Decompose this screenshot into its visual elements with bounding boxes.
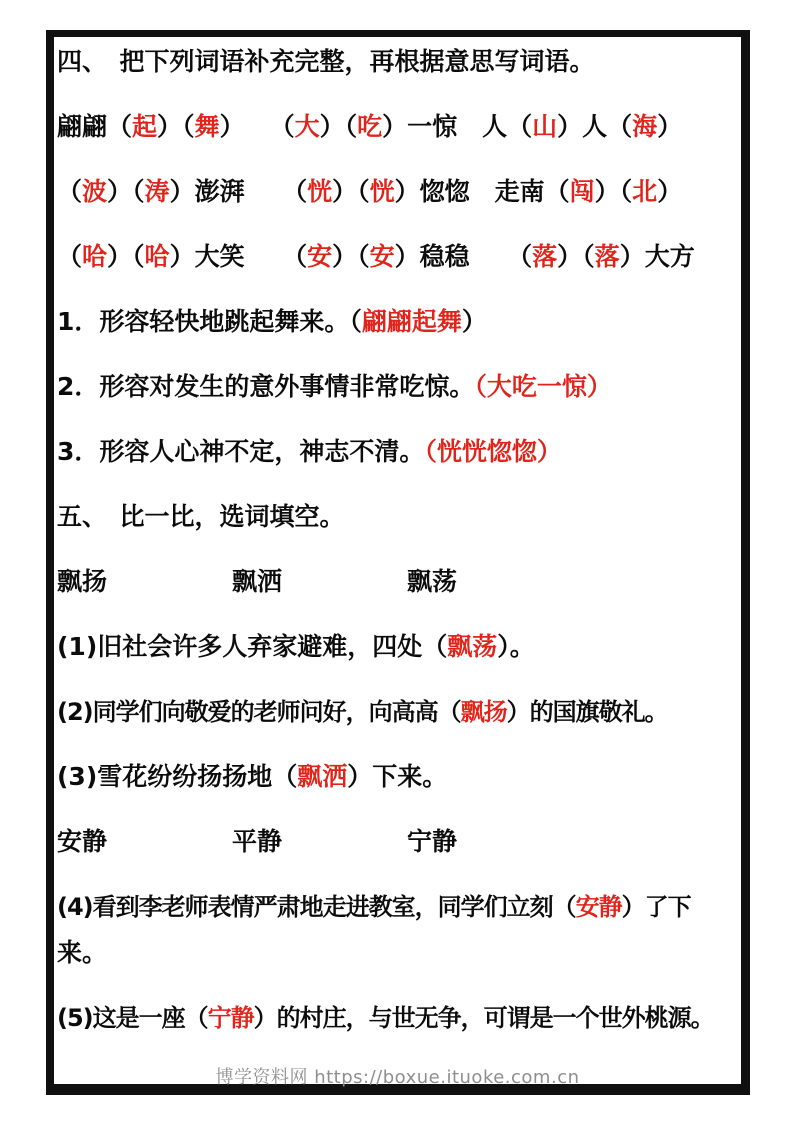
text-segment: ）人（ xyxy=(557,112,633,141)
answer-text: 大 xyxy=(294,112,320,141)
text-segment: ）（ xyxy=(319,112,358,141)
text-segment: ）惚惚 走南（ xyxy=(394,177,570,206)
text-segment: 来。 xyxy=(57,938,108,967)
sentence-fill-4-line-1 xyxy=(57,884,741,930)
text-segment: 翩翩（ xyxy=(57,112,133,141)
exercise4-heading: 四、 把下列词语补充完整，再根据意思写词语。 xyxy=(57,47,595,76)
text-segment: (1)旧社会许多人弃家避难，四处（ xyxy=(57,632,448,661)
answer-text: 翩翩起舞 xyxy=(361,307,462,336)
definition-item-3 xyxy=(57,429,741,475)
answer-text: 涛 xyxy=(144,177,170,206)
text-segment: ）稳稳 （ xyxy=(394,242,533,271)
answer-text: 山 xyxy=(532,112,558,141)
answer-text: 安 xyxy=(307,242,333,271)
sentence-fill-5 xyxy=(57,995,741,1041)
answer-text: 哈 xyxy=(82,242,108,271)
text-segment: ） （ xyxy=(219,112,295,141)
text-segment: ） xyxy=(461,307,487,336)
answer-text: 海 xyxy=(632,112,658,141)
answer-text: 安 xyxy=(369,242,395,271)
text-segment: (2)同学们向敬爱的老师问好，向高高（ xyxy=(57,698,461,726)
answer-text: 落 xyxy=(594,242,620,271)
text-segment: 2．形容对发生的意外事情非常吃惊。 xyxy=(57,372,475,401)
page-border-frame xyxy=(46,30,750,1095)
answer-text: 恍 xyxy=(369,177,395,206)
answer-text: （大吃一惊） xyxy=(474,372,612,401)
text-segment: ）（ xyxy=(332,242,370,271)
text-segment: ）的村庄，与世无争，可谓是一个世外桃源。 xyxy=(253,1004,714,1032)
word-bank-2: 安静 平静 宁静 xyxy=(57,827,458,856)
word-bank-1: 飘扬 飘洒 飘荡 xyxy=(57,567,458,596)
sentence-fill-1 xyxy=(57,624,741,670)
definition-item-1 xyxy=(57,299,741,345)
text-segment: ）的国旗敬礼。 xyxy=(506,698,668,726)
text-segment: （ xyxy=(57,177,83,206)
text-segment: ）。 xyxy=(497,632,535,661)
word-fill-row-2 xyxy=(57,169,741,215)
text-segment: ） xyxy=(657,112,683,141)
answer-text: 宁静 xyxy=(207,1004,254,1032)
text-segment: (4)看到李老师表情严肃地走进教室，同学们立刻（ xyxy=(57,893,576,921)
text-segment: ）一惊 人（ xyxy=(382,112,533,141)
answer-text: 波 xyxy=(82,177,108,206)
text-segment: ）（ xyxy=(557,242,595,271)
answer-text: 起 xyxy=(132,112,158,141)
sentence-fill-2 xyxy=(57,689,741,735)
answer-text: 北 xyxy=(632,177,658,206)
footer-watermark: 博学资料网 https://boxue.ituoke.com.cn xyxy=(215,1067,580,1088)
word-fill-row-3 xyxy=(57,234,741,280)
text-segment: ）（ xyxy=(594,177,633,206)
answer-text: 飘扬 xyxy=(460,698,507,726)
text-segment: ） xyxy=(657,177,683,206)
sentence-fill-3 xyxy=(57,754,741,800)
answer-text: 哈 xyxy=(144,242,170,271)
definition-item-2 xyxy=(57,364,741,410)
word-fill-row-1 xyxy=(57,104,741,150)
answer-text: 恍 xyxy=(307,177,333,206)
text-segment: ）大方 xyxy=(619,242,695,271)
text-segment: ）大笑 （ xyxy=(169,242,308,271)
text-segment: ）（ xyxy=(107,242,145,271)
answer-text: 飘洒 xyxy=(297,762,348,791)
text-segment: ）（ xyxy=(332,177,370,206)
answer-text: 吃 xyxy=(357,112,383,141)
text-segment: （ xyxy=(57,242,83,271)
answer-text: （恍恍惚惚） xyxy=(424,437,562,466)
answer-text: 落 xyxy=(532,242,558,271)
text-segment: (5)这是一座（ xyxy=(57,1004,208,1032)
exercise5-heading: 五、 比一比，选词填空。 xyxy=(57,502,345,531)
text-segment: ）（ xyxy=(157,112,195,141)
text-segment: ）了下 xyxy=(621,893,691,921)
text-segment: ）澎湃 （ xyxy=(169,177,308,206)
answer-text: 安静 xyxy=(575,893,622,921)
text-segment: 3．形容人心神不定，神志不清。 xyxy=(57,437,425,466)
text-segment: ）下来。 xyxy=(347,762,448,791)
text-segment: ）（ xyxy=(107,177,145,206)
text-segment: (3)雪花纷纷扬扬地（ xyxy=(57,762,298,791)
text-segment: 1．形容轻快地跳起舞来。（ xyxy=(57,307,362,336)
answer-text: 飘荡 xyxy=(447,632,498,661)
answer-text: 闯 xyxy=(569,177,595,206)
sentence-fill-4-line-2 xyxy=(57,930,741,976)
answer-text: 舞 xyxy=(194,112,220,141)
